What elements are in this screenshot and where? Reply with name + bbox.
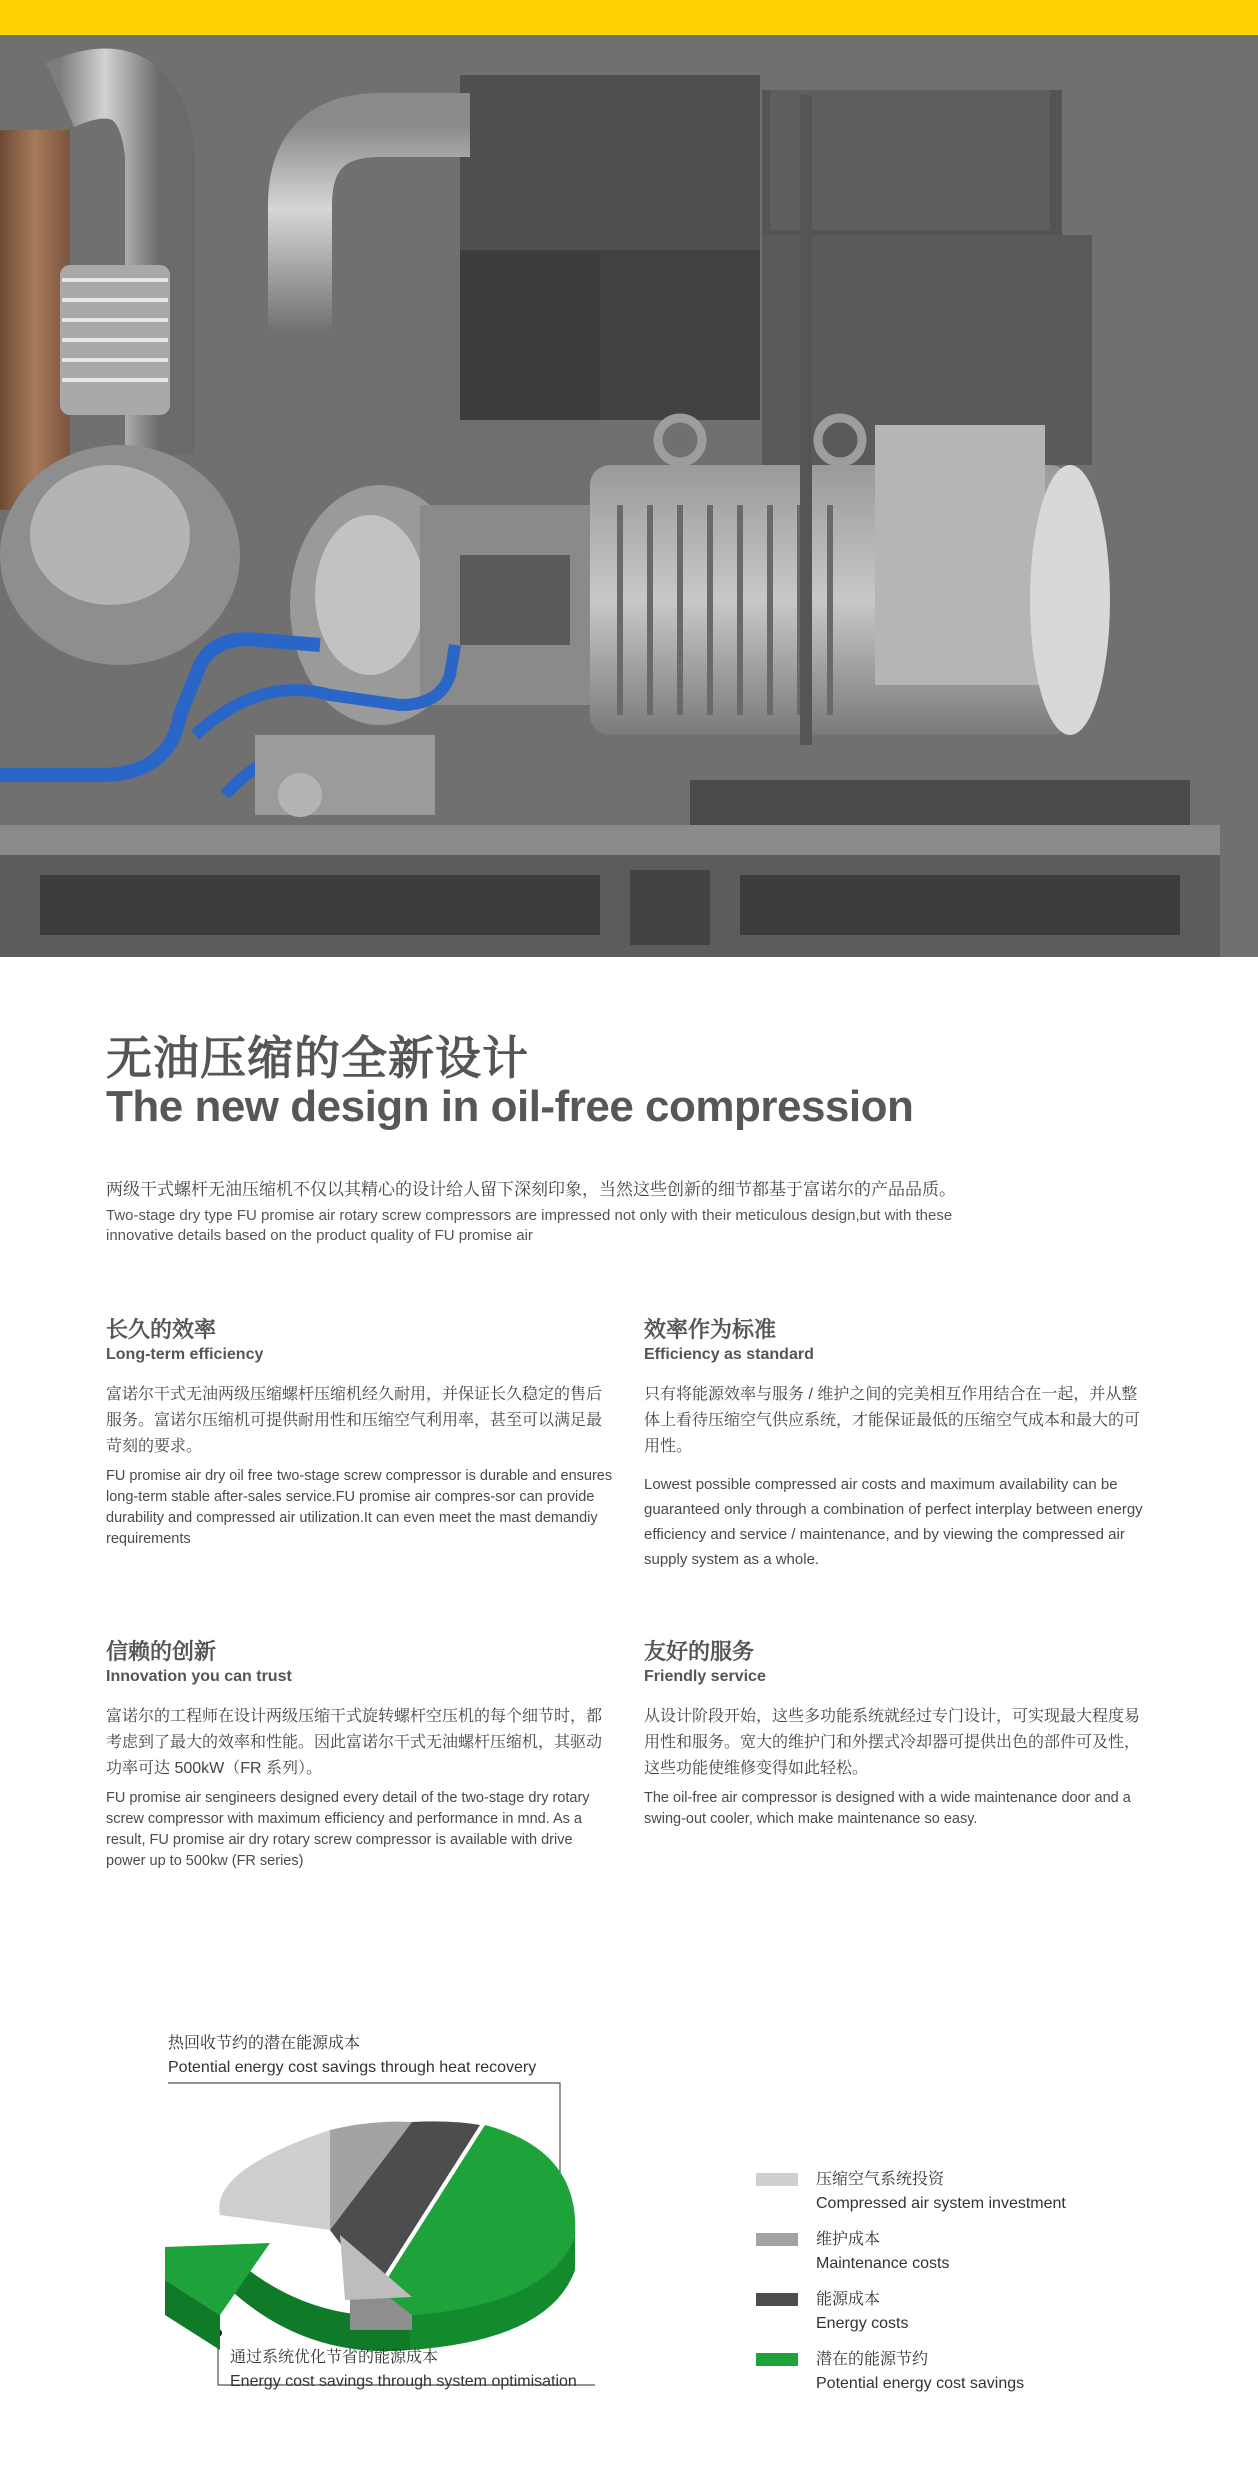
section-heading-en: Innovation you can trust: [106, 1668, 292, 1685]
section-body-en: The oil-free air compressor is designed with a wide maintenance door and a swing-out cooler, which make maintenance so easy.: [644, 1790, 1131, 1827]
legend-label: [816, 2228, 1216, 2276]
legend-label: [816, 2348, 1216, 2396]
callout-heat-recovery: [168, 2032, 536, 2080]
callout-heat-recovery-en: Potential energy cost savings through heat recovery: [168, 2059, 537, 2076]
page-title-cn: 无油压缩的全新设计: [106, 1032, 529, 1084]
top-accent-bar: [0, 0, 1258, 35]
legend-swatch: [756, 2293, 798, 2306]
section-heading-en: Long-term efficiency: [106, 1346, 264, 1363]
callout-system-optimisation-cn: 通过系统优化节省的能源成本: [230, 2349, 439, 2366]
legend-swatch: [756, 2173, 798, 2186]
legend-label: [816, 2288, 1216, 2336]
compressor-hero-image: [0, 35, 1258, 957]
legend-label-en: Maintenance costs: [816, 2255, 950, 2272]
section-heading-cn: 友好的服务: [644, 1639, 755, 1664]
section-body-cn: 只有将能源效率与服务 / 维护之间的完美相互作用结合在一起，并从整体上看待压缩空气供应系统，才能保证最低的压缩空气成本和最大的可用性。: [644, 1386, 1141, 1455]
section-heading-en: Efficiency as standard: [644, 1346, 814, 1363]
legend-label-en: Energy costs: [816, 2315, 909, 2332]
legend-label-cn: 能源成本: [816, 2291, 881, 2308]
section-long-term-efficiency: [106, 1316, 616, 1550]
callout-heat-recovery-cn: 热回收节约的潜在能源成本: [168, 2035, 361, 2052]
legend-label: [816, 2168, 1216, 2216]
legend-label-cn: 潜在的能源节约: [816, 2351, 929, 2368]
section-body-cn: 从设计阶段开始，这些多功能系统就经过专门设计，可实现最大程度易用性和服务。宽大的维护门和外摆式冷却器可提供出色的部件可及性，这些功能使维修变得如此轻松。: [644, 1708, 1141, 1777]
legend-label-cn: 压缩空气系统投资: [816, 2171, 945, 2188]
legend-label-en: Compressed air system investment: [816, 2195, 1066, 2212]
legend-label-cn: 维护成本: [816, 2231, 881, 2248]
section-heading-cn: 效率作为标准: [644, 1317, 777, 1342]
section-heading-en: Friendly service: [644, 1668, 766, 1685]
callout-system-optimisation: [230, 2346, 577, 2394]
intro-text-cn: 两级干式螺杆无油压缩机不仅以其精心的设计给人留下深刻印象，当然这些创新的细节都基于富诺尔的产品品质。: [106, 1180, 956, 1199]
section-body-en: Lowest possible compressed air costs and maximum availability can be guaranteed only through a combination of perfect interplay between energy efficiency and service / maintenance, and by viewing the compressed air supply system as a whole.: [644, 1476, 1143, 1568]
legend-swatch: [756, 2233, 798, 2246]
legend-label-en: Potential energy cost savings: [816, 2375, 1025, 2392]
section-body-cn: 富诺尔干式无油两级压缩螺杆压缩机经久耐用，并保证长久稳定的售后服务。富诺尔压缩机可提供耐用性和压缩空气利用率，甚至可以满足最苛刻的要求。: [106, 1386, 603, 1455]
legend-swatch: [756, 2353, 798, 2366]
callout-system-optimisation-en: Energy cost savings through system optimisation: [230, 2373, 577, 2390]
section-efficiency-as-standard: [644, 1316, 1144, 1572]
section-heading-cn: 信赖的创新: [106, 1639, 217, 1664]
page-title-en: The new design in oil-free compression: [106, 1082, 914, 1131]
section-friendly-service: [644, 1638, 1144, 1830]
section-heading-cn: 长久的效率: [106, 1317, 217, 1342]
pie-slice-investment: [219, 2130, 330, 2230]
intro-text-en: Two-stage dry type FU promise air rotary screw compressors are impressed not only with their meticulous design,but with these innovative details based on the product quality of FU promise air: [106, 1207, 953, 1244]
section-innovation-you-can-trust: [106, 1638, 616, 1872]
section-body-en: FU promise air dry oil free two-stage screw compressor is durable and ensures long-term stable after-sales service.FU promise air compres-sor can provide durability and compressed air utilization.It can even meet the mast demandiy requirements: [106, 1468, 613, 1547]
section-body-en: FU promise air sengineers designed every detail of the two-stage dry rotary screw compressor with maximum efficiency and performance in mnd. As a result, FU promise air dry rotary screw compressor is available with drive power up to 500kw (FR series): [106, 1790, 590, 1869]
section-body-cn: 富诺尔的工程师在设计两级压缩干式旋转螺杆空压机的每个细节时，都考虑到了最大的效率和性能。因此富诺尔干式无油螺杆压缩机，其驱动功率可达 500kW（FR 系列）。: [106, 1708, 603, 1777]
